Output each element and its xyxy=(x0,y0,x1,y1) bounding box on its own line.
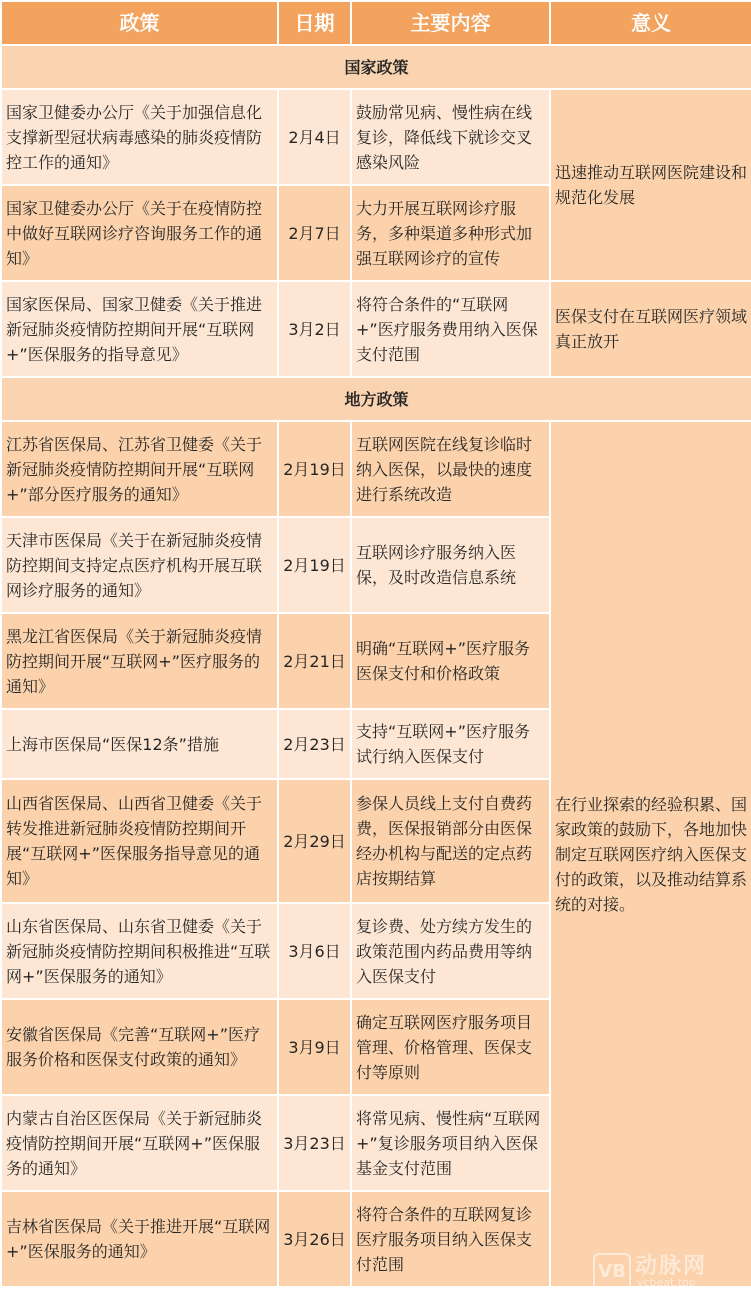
policy-cell: 国家医保局、国家卫健委《关于推进新冠肺炎疫情防控期间开展“互联网+”医保服务的指导意见》 xyxy=(1,281,278,377)
policy-cell: 天津市医保局《关于在新冠肺炎疫情防控期间支持定点医疗机构开展互联网诊疗服务的通知》 xyxy=(1,517,278,613)
table-row xyxy=(1,89,751,185)
table-row xyxy=(1,281,751,377)
section-row-local xyxy=(1,377,751,421)
policy-cell: 吉林省医保局《关于推进开展“互联网+”医保服务的通知》 xyxy=(1,1191,278,1287)
header-policy: 政策 xyxy=(1,1,278,45)
content-cell: 将符合条件的互联网复诊医疗服务项目纳入医保支付范围 xyxy=(351,1191,550,1287)
header-date: 日期 xyxy=(278,1,351,45)
date-cell: 2月4日 xyxy=(278,89,351,185)
content-cell: 确定互联网医疗服务项目管理、价格管理、医保支付等原则 xyxy=(351,999,550,1095)
header-meaning: 意义 xyxy=(550,1,751,45)
date-cell: 3月26日 xyxy=(278,1191,351,1287)
content-cell: 将符合条件的“互联网+”医疗服务费用纳入医保支付范围 xyxy=(351,281,550,377)
section-title-national: 国家政策 xyxy=(1,45,751,89)
policy-cell: 国家卫健委办公厅《关于在疫情防控中做好互联网诊疗咨询服务工作的通知》 xyxy=(1,185,278,281)
date-cell: 2月7日 xyxy=(278,185,351,281)
date-cell: 2月21日 xyxy=(278,613,351,709)
policy-cell: 江苏省医保局、江苏省卫健委《关于新冠肺炎疫情防控期间开展“互联网+”部分医疗服务的通知》 xyxy=(1,421,278,517)
table-row xyxy=(1,421,751,517)
content-cell: 鼓励常见病、慢性病在线复诊，降低线下就诊交叉感染风险 xyxy=(351,89,550,185)
watermark-name: 动脉网 xyxy=(635,1254,708,1279)
date-cell: 3月9日 xyxy=(278,999,351,1095)
content-cell: 互联网诊疗服务纳入医保，及时改造信息系统 xyxy=(351,517,550,613)
policy-cell: 上海市医保局“医保12条”措施 xyxy=(1,709,278,779)
section-row-national xyxy=(1,45,751,89)
policy-cell: 安徽省医保局《完善“互联网+”医疗服务价格和医保支付政策的通知》 xyxy=(1,999,278,1095)
content-cell: 支持“互联网+”医疗服务试行纳入医保支付 xyxy=(351,709,550,779)
meaning-cell: 在行业探索的经验积累、国家政策的鼓励下，各地加快制定互联网医疗纳入医保支付的政策，以及推动结算系统的对接。 xyxy=(550,421,751,1287)
policy-cell: 山西省医保局、山西省卫健委《关于转发推进新冠肺炎疫情防控期间开展“互联网+”医保服务指导意见的通知》 xyxy=(1,779,278,903)
date-cell: 3月23日 xyxy=(278,1095,351,1191)
content-cell: 大力开展互联网诊疗服务，多种渠道多种形式加强互联网诊疗的宣传 xyxy=(351,185,550,281)
meaning-cell: 医保支付在互联网医疗领域真正放开 xyxy=(550,281,751,377)
date-cell: 3月6日 xyxy=(278,903,351,999)
section-title-local: 地方政策 xyxy=(1,377,751,421)
content-cell: 参保人员线上支付自费药费，医保报销部分由医保经办机构与配送的定点药店按期结算 xyxy=(351,779,550,903)
policy-cell: 内蒙古自治区医保局《关于新冠肺炎疫情防控期间开展“互联网+”医保服务的通知》 xyxy=(1,1095,278,1191)
date-cell: 3月2日 xyxy=(278,281,351,377)
policy-cell: 黑龙江省医保局《关于新冠肺炎疫情防控期间开展“互联网+”医疗服务的通知》 xyxy=(1,613,278,709)
header-content: 主要内容 xyxy=(351,1,550,45)
header-row xyxy=(1,1,751,45)
meaning-cell: 迅速推动互联网医院建设和规范化发展 xyxy=(550,89,751,281)
date-cell: 2月23日 xyxy=(278,709,351,779)
content-cell: 复诊费、处方续方发生的政策范围内药品费用等纳入医保支付 xyxy=(351,903,550,999)
vb-logo-icon: VB xyxy=(593,1253,631,1291)
watermark-site: vcbeat.top xyxy=(637,1276,696,1289)
date-cell: 2月29日 xyxy=(278,779,351,903)
policy-cell: 山东省医保局、山东省卫健委《关于新冠肺炎疫情防控期间积极推进“互联网+”医保服务的通知》 xyxy=(1,903,278,999)
content-cell: 互联网医院在线复诊临时纳入医保，以最快的速度进行系统改造 xyxy=(351,421,550,517)
content-cell: 将常见病、慢性病“互联网+”复诊服务项目纳入医保基金支付范围 xyxy=(351,1095,550,1191)
content-cell: 明确“互联网+”医疗服务医保支付和价格政策 xyxy=(351,613,550,709)
policy-cell: 国家卫健委办公厅《关于加强信息化支撑新型冠状病毒感染的肺炎疫情防控工作的通知》 xyxy=(1,89,278,185)
date-cell: 2月19日 xyxy=(278,517,351,613)
date-cell: 2月19日 xyxy=(278,421,351,517)
